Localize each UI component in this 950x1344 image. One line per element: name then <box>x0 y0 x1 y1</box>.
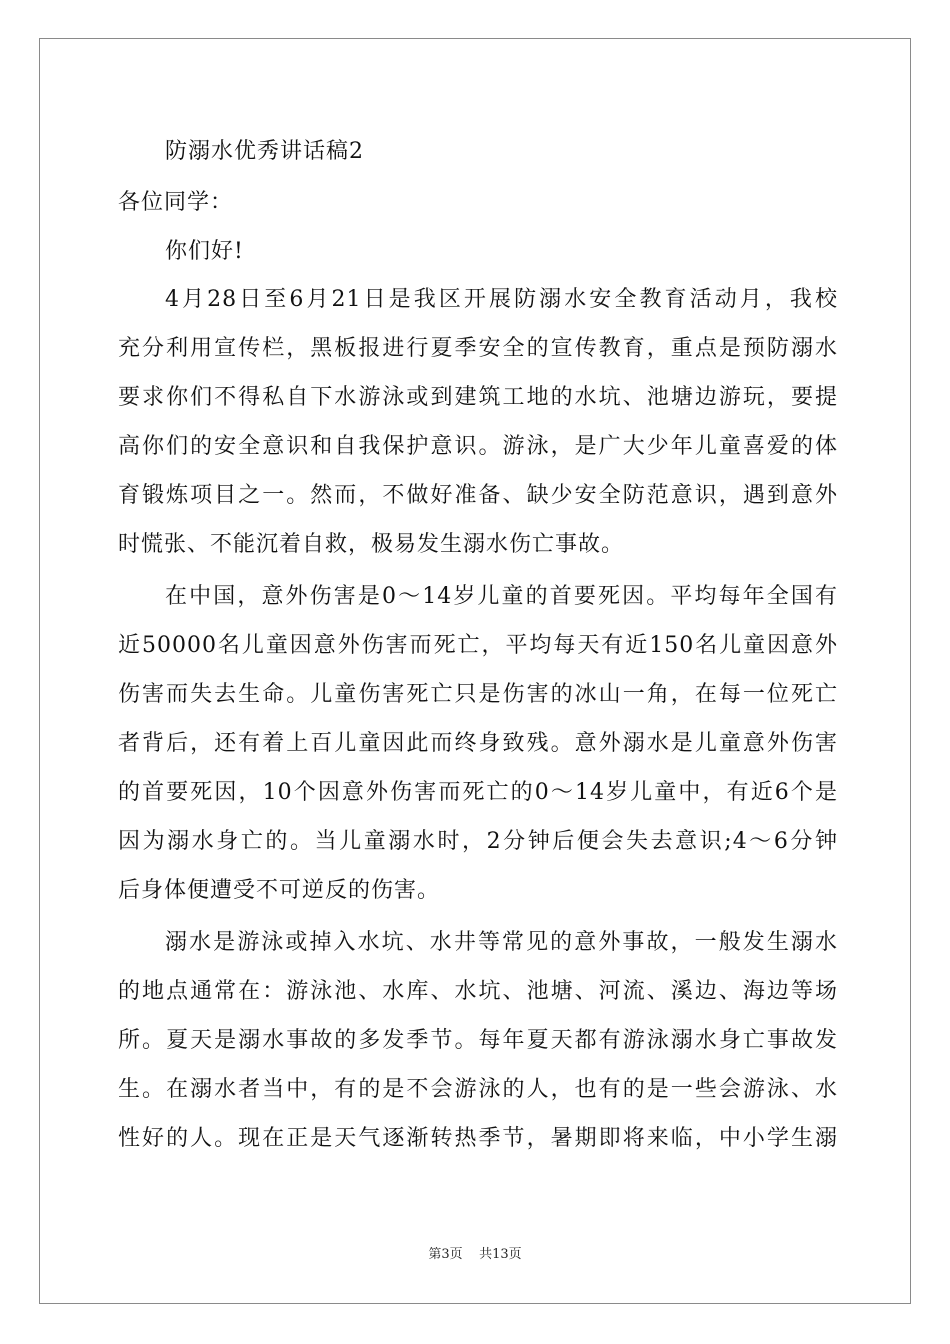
paragraph-1-line: 要求你们不得私自下水游泳或到建筑工地的水坑、池塘边游玩，要提 <box>118 385 838 410</box>
paragraph-2-line: 者背后，还有着上百儿童因此而终身致残。意外溺水是儿童意外伤害 <box>118 731 838 756</box>
paragraph-3-line: 的地点通常在：游泳池、水库、水坑、池塘、河流、溪边、海边等场 <box>118 979 838 1004</box>
page-total: 共13页 <box>479 1247 522 1262</box>
paragraph-1-line: 4月28日至6月21日是我区开展防溺水安全教育活动月，我校 <box>165 287 838 312</box>
paragraph-1-line: 育锻炼项目之一。然而，不做好准备、缺少安全防范意识，遇到意外 <box>118 483 838 508</box>
page-border <box>39 38 911 1304</box>
salutation: 各位同学： <box>118 190 234 215</box>
paragraph-2-line: 近50000名儿童因意外伤害而死亡，平均每天有近150名儿童因意外 <box>118 633 838 658</box>
paragraph-3-line: 溺水是游泳或掉入水坑、水井等常见的意外事故，一般发生溺水 <box>165 930 838 955</box>
paragraph-2-line: 后身体便遭受不可逆反的伤害。 <box>118 878 441 903</box>
paragraph-3-line: 所。夏天是溺水事故的多发季节。每年夏天都有游泳溺水身亡事故发 <box>118 1028 838 1053</box>
paragraph-1-line: 高你们的安全意识和自我保护意识。游泳，是广大少年儿童喜爱的体 <box>118 434 838 459</box>
paragraph-1-line: 时慌张、不能沉着自救，极易发生溺水伤亡事故。 <box>118 532 625 557</box>
document-title: 防溺水优秀讲话稿2 <box>165 139 364 164</box>
page-number: 第3页 <box>428 1247 463 1262</box>
greeting: 你们好! <box>165 239 244 264</box>
paragraph-2-line: 在中国，意外伤害是0～14岁儿童的首要死因。平均每年全国有 <box>165 584 838 609</box>
paragraph-3-line: 性好的人。现在正是天气逐渐转热季节，暑期即将来临，中小学生溺 <box>118 1126 838 1151</box>
paragraph-1-line: 充分利用宣传栏，黑板报进行夏季安全的宣传教育，重点是预防溺水 <box>118 336 838 361</box>
paragraph-2-line: 因为溺水身亡的。当儿童溺水时，2分钟后便会失去意识;4～6分钟 <box>118 829 838 854</box>
paragraph-3-line: 生。在溺水者当中，有的是不会游泳的人，也有的是一些会游泳、水 <box>118 1077 838 1102</box>
paragraph-2-line: 伤害而失去生命。儿童伤害死亡只是伤害的冰山一角，在每一位死亡 <box>118 682 838 707</box>
page-footer <box>0 1247 950 1263</box>
paragraph-2-line: 的首要死因，10个因意外伤害而死亡的0～14岁儿童中，有近6个是 <box>118 780 839 805</box>
